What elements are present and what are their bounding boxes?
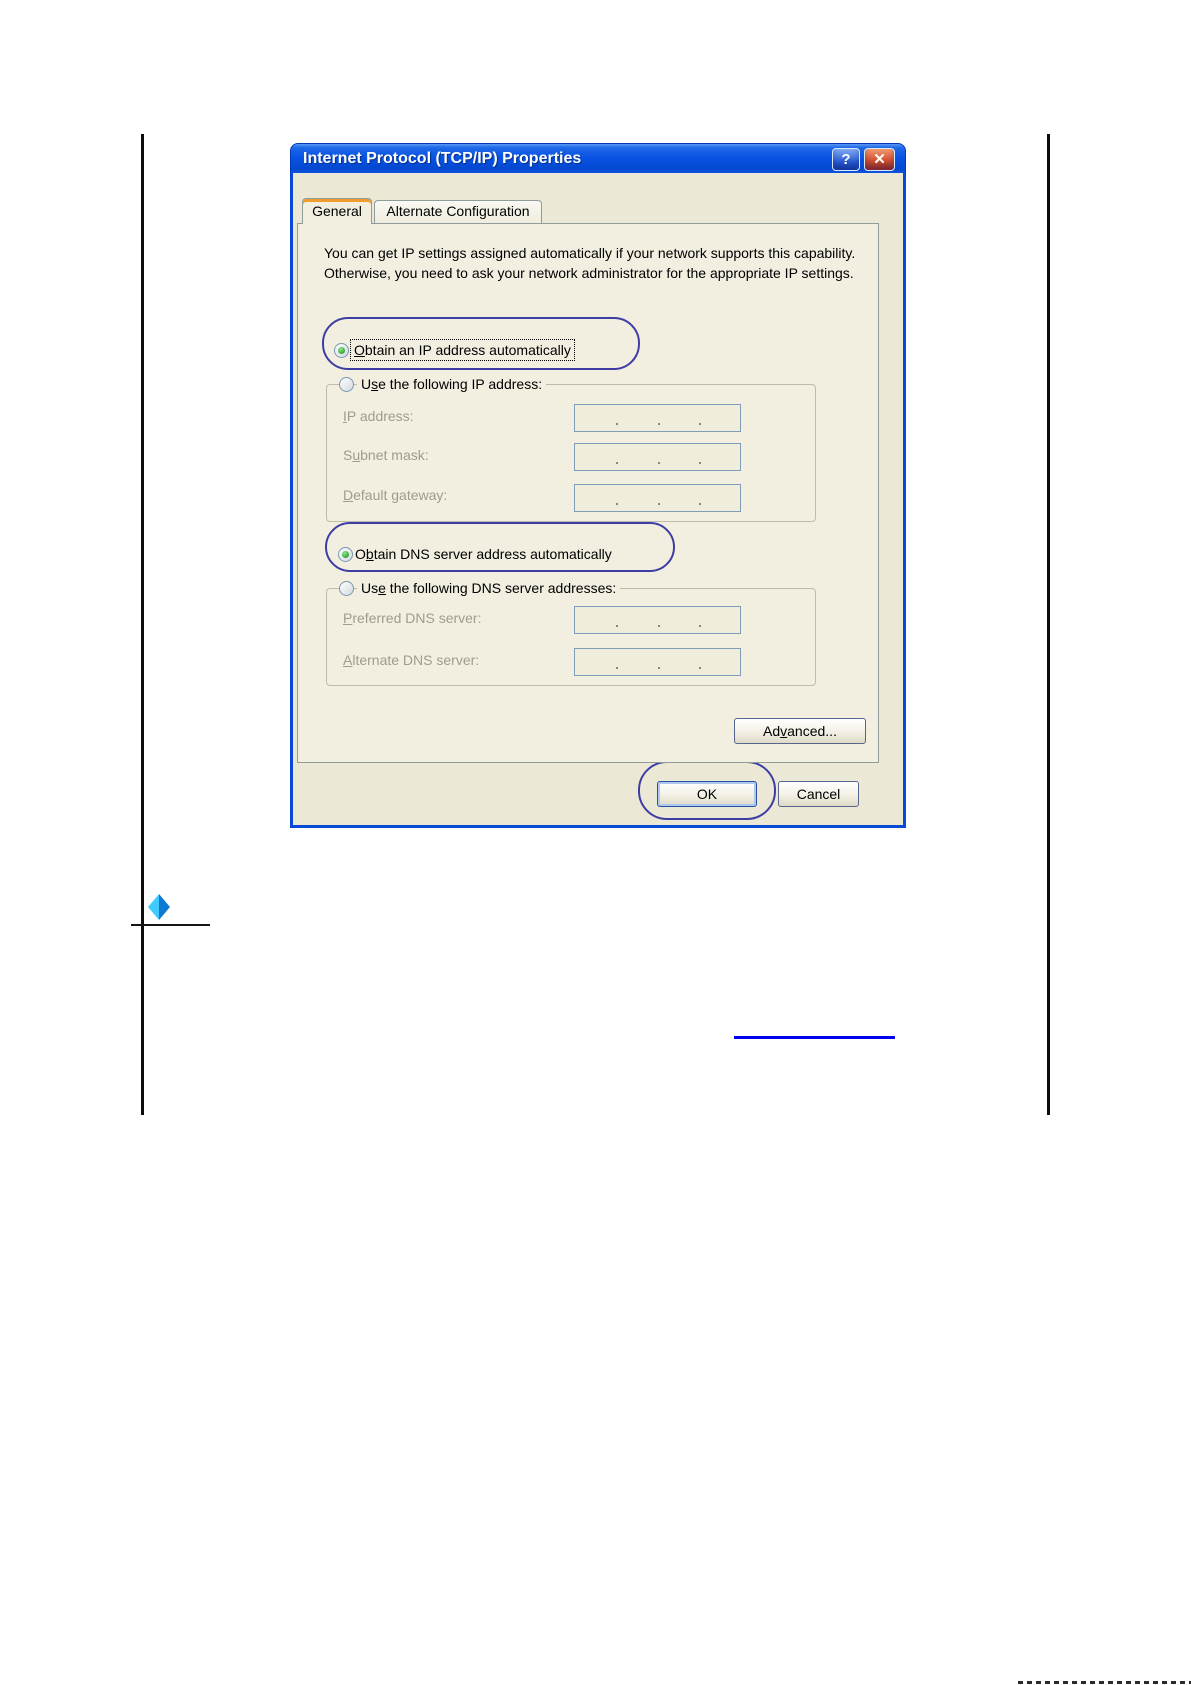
radio-use-following-dns-label[interactable]: Use the following DNS server addresses: <box>357 579 620 597</box>
ip-address-label: IP address: <box>343 408 414 424</box>
bullet-underline <box>131 924 210 926</box>
diamond-bullet-icon <box>147 893 171 921</box>
dialog-body <box>290 173 906 828</box>
help-button[interactable] <box>832 148 860 171</box>
radio-use-following-dns[interactable] <box>339 581 354 596</box>
preferred-dns-label: Preferred DNS server: <box>343 610 482 626</box>
table-border-left <box>141 134 144 1115</box>
cancel-button[interactable]: Cancel <box>778 781 859 807</box>
dialog-title: Internet Protocol (TCP/IP) Properties <box>303 150 582 167</box>
radio-obtain-ip-auto[interactable] <box>334 343 349 358</box>
radio-obtain-ip-auto-label[interactable]: Obtain an IP address automatically <box>351 340 574 360</box>
radio-obtain-dns-auto[interactable] <box>338 547 353 562</box>
question-icon: ? <box>841 151 851 168</box>
radio-use-following-ip-label[interactable]: Use the following IP address: <box>357 375 546 393</box>
table-border-right <box>1047 134 1050 1115</box>
subnet-mask-field <box>574 443 741 471</box>
default-gateway-label: Default gateway: <box>343 487 448 503</box>
page-bottom-dashed-line <box>1018 1681 1191 1684</box>
preferred-dns-field <box>574 606 741 634</box>
dialog-titlebar[interactable] <box>290 143 906 173</box>
tab-alternate-configuration[interactable]: Alternate Configuration <box>374 200 542 223</box>
alternate-dns-label: Alternate DNS server: <box>343 652 480 668</box>
close-button[interactable] <box>864 148 895 171</box>
default-gateway-field <box>574 484 741 512</box>
advanced-button[interactable]: Advanced... <box>734 718 866 744</box>
hyperlink-underline[interactable] <box>734 1036 895 1039</box>
tab-general[interactable]: General <box>302 198 372 224</box>
radio-obtain-dns-auto-label[interactable]: Obtain DNS server address automatically <box>355 546 612 562</box>
group-use-following-dns <box>326 588 816 686</box>
alternate-dns-field <box>574 648 741 676</box>
radio-use-following-ip[interactable] <box>339 377 354 392</box>
intro-text: You can get IP settings assigned automatically if your network supports this capability. Otherwise, you need to ask your network administrator for the appropriate IP settings. <box>324 245 856 281</box>
tab-page-general <box>297 223 879 763</box>
close-icon: ✕ <box>873 151 886 168</box>
subnet-mask-label: Subnet mask: <box>343 447 429 463</box>
ok-button[interactable]: OK <box>657 781 757 807</box>
tcpip-properties-dialog <box>290 143 906 828</box>
ip-address-field <box>574 404 741 432</box>
